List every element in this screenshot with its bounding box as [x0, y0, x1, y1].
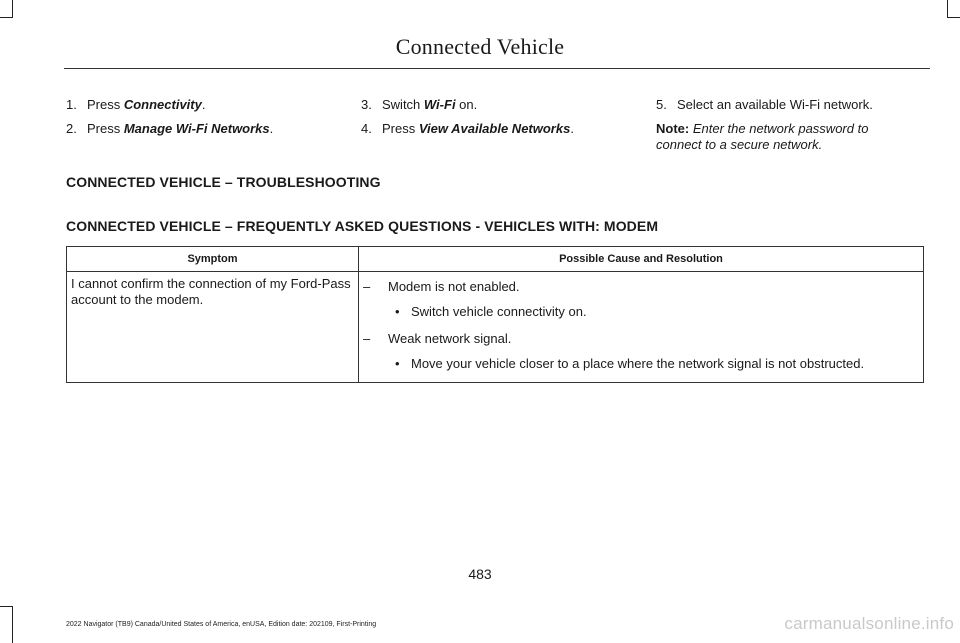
- crop-mark: [12, 0, 13, 18]
- steps-column-3: [656, 97, 896, 153]
- fix-item: [363, 304, 919, 320]
- faq-table: [66, 246, 924, 383]
- section-heading-faq: CONNECTED VEHICLE – FREQUENTLY ASKED QUESTIONS - VEHICLES WITH: MODEM: [66, 218, 659, 234]
- note: [656, 121, 896, 153]
- resolution-cell: [359, 272, 924, 383]
- step-text: Press: [87, 121, 124, 136]
- crop-mark: [947, 0, 948, 18]
- cause-text: Weak network signal.: [388, 331, 512, 346]
- step-text: .: [269, 121, 274, 136]
- menu-item-name: View Available Networks: [418, 121, 571, 136]
- crop-mark: [947, 17, 960, 18]
- step-number: 5.: [656, 97, 667, 112]
- dash-marker: –: [363, 279, 371, 294]
- cause-text: Modem is not enabled.: [388, 279, 520, 294]
- step-text: .: [570, 121, 574, 136]
- step-text: on.: [455, 97, 478, 112]
- dash-marker: –: [363, 331, 371, 346]
- bullet-marker: •: [395, 304, 400, 319]
- step-text: Select an available Wi-Fi network.: [677, 97, 873, 112]
- fix-text: Switch vehicle connectivity on.: [411, 304, 587, 319]
- step-1: [66, 97, 273, 113]
- watermark: carmanualsonline.info: [784, 614, 954, 633]
- crop-mark: [12, 606, 13, 643]
- note-label: Note:: [656, 121, 690, 136]
- crop-mark: [0, 17, 13, 18]
- step-text: Press: [382, 121, 419, 136]
- page-title: Connected Vehicle: [395, 34, 565, 59]
- table-row: [67, 272, 924, 383]
- table-header-row: [67, 247, 924, 272]
- menu-item-name: Manage Wi-Fi Networks: [123, 121, 270, 136]
- symptom-text: I cannot confirm the connection of my Ford-Pass account to the modem.: [71, 276, 351, 307]
- step-3: [361, 97, 574, 113]
- section-heading-troubleshooting: CONNECTED VEHICLE – TROUBLESHOOTING: [66, 174, 381, 190]
- step-5: [656, 97, 896, 113]
- step-4: [361, 121, 574, 137]
- step-text: Press: [87, 97, 124, 112]
- step-number: 1.: [66, 97, 77, 112]
- column-header-symptom: Symptom: [67, 247, 359, 272]
- menu-item-name: Wi-Fi: [423, 97, 456, 112]
- column-header-resolution: Possible Cause and Resolution: [359, 247, 924, 272]
- step-number: 4.: [361, 121, 372, 136]
- note-text: Enter the network password to connect to a secure network.: [656, 121, 869, 152]
- symptom-cell: [67, 272, 359, 383]
- step-number: 3.: [361, 97, 372, 112]
- footer-edition-text: 2022 Navigator (TB9) Canada/United States of America, enUSA, Edition date: 202109, First-Printing: [66, 621, 377, 628]
- crop-mark: [0, 606, 13, 607]
- header-rule: [64, 68, 930, 69]
- menu-item-name: Connectivity: [123, 97, 202, 112]
- step-2: [66, 121, 273, 137]
- bullet-marker: •: [395, 356, 400, 371]
- steps-column-2: [361, 97, 574, 145]
- fix-item: [363, 356, 919, 372]
- cause-item: [363, 279, 919, 295]
- step-number: 2.: [66, 121, 77, 136]
- step-text: .: [201, 97, 206, 112]
- step-text: Switch: [382, 97, 424, 112]
- cause-item: [363, 331, 919, 347]
- fix-text: Move your vehicle closer to a place where the network signal is not obstructed.: [411, 356, 865, 371]
- steps-column-1: [66, 97, 273, 145]
- page-number: 483: [468, 566, 492, 582]
